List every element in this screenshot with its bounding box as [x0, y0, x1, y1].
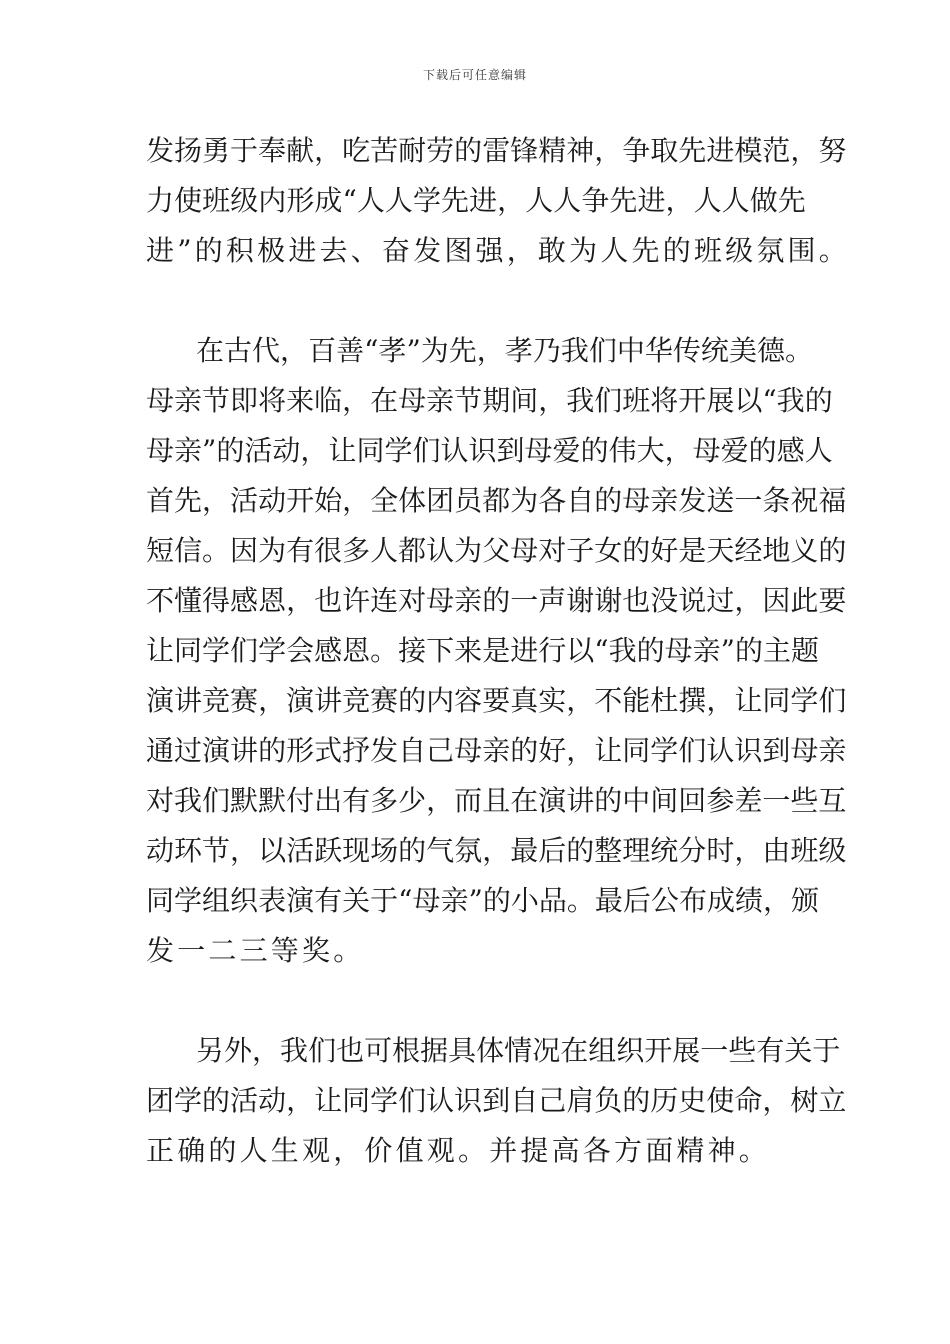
- text-line: 首 先 ， 活 动 开 始 ， 全 体 团 员 都 为 各 自 的 母 亲 发 送 一 条 祝 福: [146, 484, 847, 517]
- text-line: 演 讲 竞 赛 ， 演 讲 竞 赛 的 内 容 要 真 实 ， 不 能 杜 撰 ， 让 同 学 们: [146, 684, 847, 717]
- text-line: 进”的积极进去、奋发图强，敢为人先的班级氛围。: [146, 234, 850, 267]
- text-line: 发一二三等奖。: [146, 934, 365, 967]
- text-line: 母 亲 ” 的 活 动 ， 让 同 学 们 认 识 到 母 爱 的 伟 大 ， 母 爱 的 感 人: [146, 434, 833, 467]
- text-line: 发 扬 勇 于 奉 献 ， 吃 苦 耐 劳 的 雷 锋 精 神 ， 争 取 先 进 模 范 ， 努: [146, 134, 847, 167]
- text-line: 力 使 班 级 内 形 成 “ 人 人 学 先 进 ， 人 人 争 先 进 ， 人 人 做 先: [146, 184, 806, 217]
- text-line: 短 信 。 因 为 有 很 多 人 都 认 为 父 母 对 子 女 的 好 是 天 经 地 义 的: [146, 534, 847, 567]
- text-line: 同 学 组 织 表 演 有 关 于 “ 母 亲 ” 的 小 品 。 最 后 公 布 成 绩 ， 颁: [146, 884, 820, 917]
- text-line: 通 过 演 讲 的 形 式 抒 发 自 己 母 亲 的 好 ， 让 同 学 们 认 识 到 母 亲: [146, 734, 847, 767]
- text-line: 正确的人生观，价值观。并提高各方面精神。: [146, 1134, 771, 1167]
- text-line: 母 亲 节 即 将 来 临 ， 在 母 亲 节 期 间 ， 我 们 班 将 开 展 以 “ 我 的: [146, 384, 833, 417]
- text-line: 团 学 的 活 动 ， 让 同 学 们 认 识 到 自 己 肩 负 的 历 史 使 命 ， 树 立: [146, 1084, 847, 1117]
- text-line: 让 同 学 们 学 会 感 恩 。 接 下 来 是 进 行 以 “ 我 的 母 亲 ” 的 主 题: [146, 634, 820, 667]
- text-line: 对 我 们 默 默 付 出 有 多 少 ， 而 且 在 演 讲 的 中 间 回 参 差 一 些 互: [146, 784, 847, 817]
- text-line: 另 外 ， 我 们 也 可 根 据 具 体 情 况 在 组 织 开 展 一 些 有 关 于: [196, 1034, 841, 1067]
- text-line: 在 古 代 ， 百 善 “ 孝 ” 为 先 ， 孝 乃 我 们 中 华 传 统 美 德 。: [196, 334, 813, 367]
- page-header: 下载后可任意编辑: [422, 68, 527, 82]
- text-line: 动 环 节 ， 以 活 跃 现 场 的 气 氛 ， 最 后 的 整 理 统 分 时 ， 由 班 级: [146, 834, 847, 867]
- text-line: 不 懂 得 感 恩 ， 也 许 连 对 母 亲 的 一 声 谢 谢 也 没 说 过 ， 因 此 要: [146, 584, 847, 617]
